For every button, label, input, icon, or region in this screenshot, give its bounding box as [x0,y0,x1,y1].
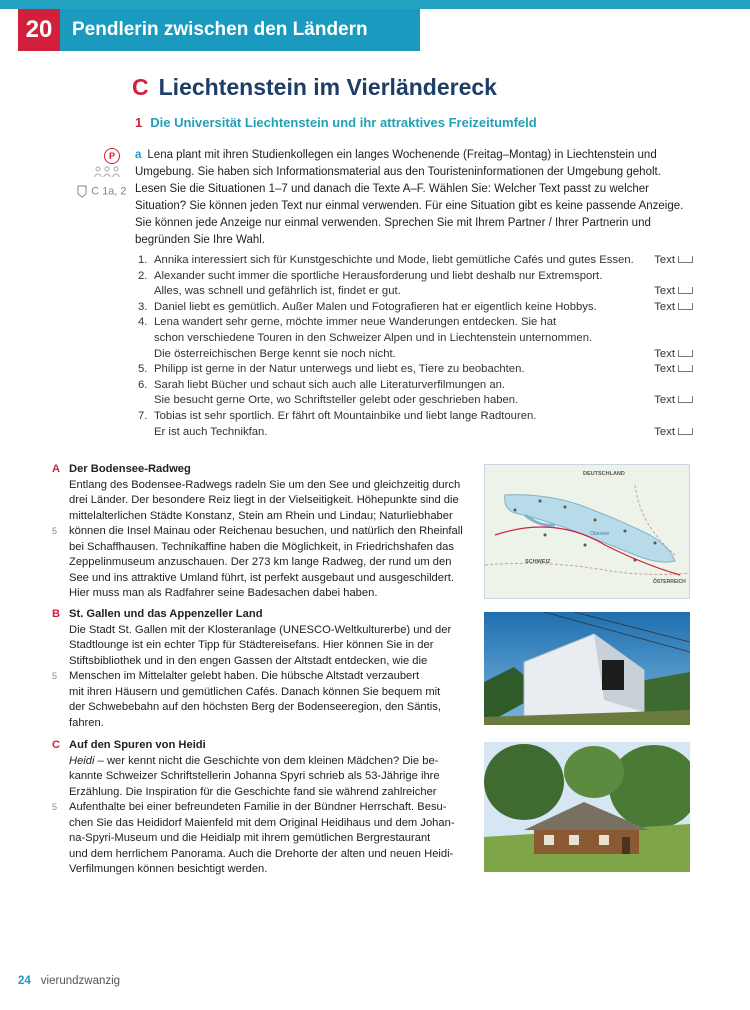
situation-number: 4. [138,316,148,329]
situation-item [138,315,693,362]
situation-line-text: schon verschiedene Touren in den Schweizer Alpen und in Liechtenstein unternommen. [154,331,593,344]
answer-blank[interactable] [678,428,693,435]
situation-item [138,269,693,300]
article-line [69,847,472,863]
task-instructions [135,147,690,249]
article-title: St. Gallen und das Appenzeller Land [69,608,263,620]
top-accent-bar [0,0,750,9]
article-line-text: Entlang des Bodensee-Radwegs radeln Sie um den See und gleichzeitig durch [69,478,461,491]
answer-label: Text [654,394,675,407]
situation-text [154,362,693,378]
article-line [52,524,472,540]
situation-line-text: Alles, was schnell und gefährlich ist, findet er gut. [154,285,401,298]
article-line [52,800,472,816]
article-line-text: Menschen im Mittelalter gelebt haben. Die hübsche Altstadt verzaubert [69,670,420,682]
situation-line-text: Tobias ist sehr sportlich. Er fährt oft Mountainbike und liebt lange Radtouren. [154,409,537,422]
bodensee-map [484,464,690,599]
answer-blank[interactable] [678,287,693,294]
answer-field[interactable] [654,300,693,316]
article-line-text: können die Insel Mainau oder Reichenau besuchen, und natürlich den Rheinfall [69,525,463,537]
article-line-text: Erzählung. Die Inspiration für die Geschichte fand sie während zahlreicher [69,785,437,798]
situation-line [154,284,693,300]
answer-field[interactable] [654,362,693,378]
situation-line [154,393,693,409]
answer-field[interactable] [654,347,693,363]
article-line [69,816,472,832]
answer-field[interactable] [654,393,693,409]
situation-number: 5. [138,363,148,376]
article-line [69,654,472,670]
article-line-text: Heidi – wer kennt nicht die Geschichte von dem kleinen Mädchen? Die be- [69,754,439,767]
chapter-title: Pendlerin zwischen den Ländern [60,9,420,51]
situation-text [154,315,693,362]
article-line [69,716,472,732]
article-line [69,638,472,654]
article-line [69,540,472,556]
task-label: a [135,149,142,161]
situation-line-text: Die österreichischen Berge kennt sie noch nicht. [154,347,396,360]
situation-line-text: Philipp ist gerne in der Natur unterwegs und liebt es, Tiere zu beobachten. [154,363,525,376]
answer-label: Text [654,347,675,360]
article-line-text: und dem herrlichem Panorama. Auch die Drehorte der alten und neuen Heidi- [69,847,454,860]
situation-line [154,269,693,285]
answer-blank[interactable] [678,350,693,357]
situation-line [154,331,693,347]
article-line [52,669,472,685]
article-letter: A [52,463,61,475]
situation-item [138,253,693,269]
article-letter: B [52,608,61,620]
situation-line [154,253,693,269]
answer-blank[interactable] [678,365,693,372]
answer-blank[interactable] [678,256,693,263]
article-line [69,571,472,587]
situation-number: 3. [138,300,148,313]
section-letter: C [132,74,149,100]
article-line-text: Aufenthalte bei einer befreundeten Familie in der Bündner Herrschaft. Besu- [69,801,447,813]
situation-text [154,409,693,440]
situation-line-text: Lena wandert sehr gerne, möchte immer neue Wanderungen entdecken. Sie hat [154,316,557,329]
situation-line-text: Sie besucht gerne Orte, wo Schriftsteller gelebt oder geschrieben haben. [154,394,519,407]
cable-car-photo [484,612,690,725]
article-body [52,754,472,878]
answer-blank[interactable] [678,396,693,403]
map-label-lake: Obersee [590,531,610,537]
article-line-text: na-Spyri-Museum und die Heidialp mit ihrem gemütlichen Bergrestaurant [69,832,431,844]
line-marker: 5 [52,526,58,536]
situation-item [138,378,693,409]
article-b [52,607,472,731]
situation-line [154,315,693,331]
article-title: Auf den Spuren von Heidi [69,739,206,751]
situation-line [154,378,693,394]
situation-line [154,347,693,363]
situations-list [138,253,693,440]
answer-label: Text [654,254,675,266]
reference-label: C 1a, 2 [91,185,127,198]
article-line [69,831,472,847]
article-line [69,555,472,571]
article-line [69,478,472,494]
article-line-text: bei Schaffhausen. Technikaffine haben die Möglichkeit, in Friedrichshafen das [69,540,454,553]
article-line [69,785,472,801]
portfolio-icon: P [104,148,120,164]
article-line [69,623,472,639]
map-label-germany: DEUTSCHLAND [583,471,625,477]
heidi-house-photo [484,742,690,872]
article-body [52,478,472,602]
situation-line [154,409,693,425]
article-body [52,623,472,732]
section-heading [132,74,497,101]
article-line-text: fahren. [69,716,104,729]
chapter-number: 20 [18,9,60,51]
situation-number: 6. [138,378,148,391]
line-marker: 5 [52,671,58,681]
map-label-switzerland: SCHWEIZ [525,559,551,565]
page-footer [18,975,120,987]
article-a [52,462,472,602]
article-line-text: See und ins attraktive Umland führt, ist perfekt ausgebaut und ausgeschildert. [69,571,454,584]
article-line-text: chen Sie das Heididorf Maienfeld mit dem Original Heidihaus und dem Johan- [69,816,455,829]
line-marker: 5 [52,802,58,812]
situation-number: 1. [138,254,148,266]
situation-item [138,409,693,440]
article-line-text: Hier muss man als Radfahrer seine Badesachen dabei haben. [69,587,378,599]
article-line [69,509,472,525]
article-line [69,862,472,878]
article-line-text: Stiftsbibliothek und in den engen Gassen der Altstadt entdecken, wie die [69,654,428,667]
article-line-text: kannte Schweizer Schriftstellerin Johanna Spyri schrieb als 53-Jährige ihre [69,770,440,782]
situation-line-text: Daniel liebt es gemütlich. Außer Malen und Fotografieren hat er eigentlich keine Hobbys. [154,300,597,313]
situation-text [154,253,693,269]
map-label-austria: ÖSTERREICH [653,579,686,585]
situation-number: 7. [138,409,148,422]
situation-line-text: Er ist auch Technikfan. [154,425,268,438]
group-work-icon [94,166,120,181]
situation-item [138,300,693,316]
article-line-text: mittelalterlichen Städte Konstanz, Stein am Rhein und Lindau; Naturliebhaber [69,509,453,522]
situation-line [154,300,693,316]
situation-text [154,300,693,316]
page-number: 24 [18,975,31,987]
situation-item [138,362,693,378]
situation-line [154,362,693,378]
article-line-text: Stadtlounge ist ein echter Tipp für Städtereisefans. Hier können Sie in der [69,639,434,651]
article-line [69,700,472,716]
article-title: Der Bodensee-Radweg [69,463,191,475]
article-line-text: Verfilmungen können besichtigt werden. [69,863,268,875]
article-line-text: Die Stadt St. Gallen mit der Klosteranlage (UNESCO-Weltkulturerbe) und der [69,623,452,636]
situation-line-text: Alexander sucht immer die sportliche Herausforderung und liebt deshalb nur Extremsport. [154,269,603,282]
article-letter: C [52,739,61,751]
subsection-heading [135,115,537,130]
section-title: Liechtenstein im Vierländereck [158,74,497,100]
article-line-text: mit ihren Häusern und gemütlichen Cafés. Danach können Sie bequem mit [69,685,441,698]
situation-number: 2. [138,269,148,282]
reference-icon [76,185,127,198]
situation-line-text: Annika interessiert sich für Kunstgeschichte und Mode, liebt gemütliche Cafés und gutes Essen. [154,254,634,266]
article-line [69,586,472,602]
answer-label: Text [654,285,675,298]
article-line-text: Zeppelinmuseum anzuschauen. Der 273 km lange Radweg, der rund um den [69,556,452,568]
article-line [69,685,472,701]
answer-label: Text [654,300,675,313]
situation-text [154,378,693,409]
answer-field[interactable] [654,425,693,441]
article-line-text: der Schwebebahn auf den höchsten Berg der Bodenseeregion, den Säntis, [69,701,441,713]
article-line [69,769,472,785]
subsection-title: Die Universität Liechtenstein und ihr attraktives Freizeitumfeld [150,115,537,130]
answer-field[interactable] [654,253,693,269]
answer-blank[interactable] [678,303,693,310]
situation-line [154,425,693,441]
article-line-text: drei Länder. Der besondere Reiz liegt in der Vielseitigkeit. Höhepunkte sind die [69,494,459,506]
answer-label: Text [654,363,675,376]
article-c [52,738,472,878]
subsection-number: 1 [135,115,143,130]
situation-text [154,269,693,300]
answer-label: Text [654,425,675,438]
situation-line-text: Sarah liebt Bücher und schaut sich auch alle Literaturverfilmungen an. [154,378,506,391]
task-text: Lena plant mit ihren Studienkollegen ein langes Wochenende (Freitag–Montag) in Liechtenstein und Umgebung. Sie haben sich Informationsmaterial aus den Touristeninformationen der Umgebung geholt. Lesen Sie die Situationen 1–7 und danach die Texte A–F. Wählen Sie: Welcher Text passt zu welcher Situation? Sie können jeden Text nur einmal verwenden. Für eine Situation gibt es keine passende Anzeige. Sie können jede Anzeige nur einmal verwenden. Sprechen Sie mit Ihrem Partner / Ihrer Partnerin und begründen Sie Ihre Wahl. [135,149,684,246]
article-line [69,493,472,509]
article-line [69,754,472,770]
page-word: vierundzwanzig [40,975,121,987]
answer-field[interactable] [654,284,693,300]
